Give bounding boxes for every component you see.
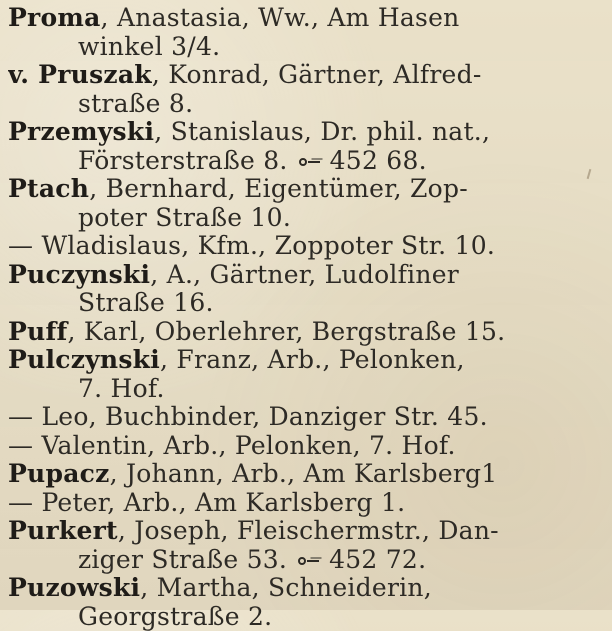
entry-continuation: 7. Hof. [8, 375, 602, 404]
entry-line [8, 261, 602, 290]
entry-line [8, 574, 602, 603]
surname: Pulczynski [8, 346, 160, 374]
entry-line: — Wladislaus, Kfm., Zoppoter Str. 10. [8, 232, 602, 261]
entry-line [8, 318, 602, 347]
entry-continuation [8, 147, 602, 176]
entry-details: , Martha, Schneiderin, [140, 574, 432, 602]
entry-continuation: poter Straße 10. [8, 204, 602, 233]
directory-entry-pruszak [8, 61, 602, 118]
entry-line: — Leo, Buchbinder, Danziger Str. 45. [8, 403, 602, 432]
entry-details: , A., Gärtner, Ludolfiner [150, 261, 459, 289]
surname: Puff [8, 318, 67, 346]
entry-details: , Joseph, Fleischermstr., Dan- [118, 517, 499, 545]
entry-continuation: straße 8. [8, 90, 602, 119]
surname: Proma [8, 4, 101, 32]
entry-details: , Karl, Oberlehrer, Bergstraße 15. [67, 318, 505, 346]
surname: v. Pruszak [8, 61, 152, 89]
entry-details: , Anastasia, Ww., Am Hasen [101, 4, 460, 32]
directory-entry-valentin [8, 432, 602, 461]
entry-details: , Stanislaus, Dr. phil. nat., [154, 118, 490, 146]
directory-entry-puzowski [8, 574, 602, 631]
entry-line [8, 4, 602, 33]
surname: Puzowski [8, 574, 140, 602]
entry-line: — Peter, Arb., Am Karlsberg 1. [8, 489, 602, 518]
entry-line [8, 460, 602, 489]
surname: Purkert [8, 517, 118, 545]
entry-details: , Franz, Arb., Pelonken, [160, 346, 465, 374]
surname: Puczynski [8, 261, 150, 289]
surname: Pupacz [8, 460, 110, 488]
entry-continuation: Straße 16. [8, 289, 602, 318]
address-text: ziger Straße 53. [78, 546, 287, 574]
entry-details: , Johann, Arb., Am Karlsberg1 [110, 460, 498, 488]
entry-line [8, 517, 602, 546]
entry-line [8, 346, 602, 375]
directory-entry-proma [8, 4, 602, 61]
entry-line [8, 61, 602, 90]
directory-entry-puczynski [8, 261, 602, 318]
entry-line [8, 175, 602, 204]
directory-entry-peter [8, 489, 602, 518]
directory-entry-leo [8, 403, 602, 432]
directory-entry-purkert [8, 517, 602, 574]
telephone-icon [297, 554, 321, 568]
directory-entry-przemyski [8, 118, 602, 175]
entry-details: , Konrad, Gärtner, Alfred- [152, 61, 482, 89]
telephone-icon [298, 155, 322, 169]
entry-details: , Bernhard, Eigentümer, Zop- [89, 175, 468, 203]
surname: Przemyski [8, 118, 154, 146]
entry-continuation [8, 546, 602, 575]
directory-entry-pupacz [8, 460, 602, 489]
entry-continuation: winkel 3/4. [8, 33, 602, 62]
entry-line: — Valentin, Arb., Pelonken, 7. Hof. [8, 432, 602, 461]
entry-continuation: Georgstraße 2. [8, 603, 602, 631]
address-text: Försterstraße 8. [78, 147, 288, 175]
directory-entry-pulczynski [8, 346, 602, 403]
directory-entry-ptach [8, 175, 602, 232]
entry-line [8, 118, 602, 147]
directory-entry-wladislaus [8, 232, 602, 261]
phone-number: 452 72. [329, 546, 426, 574]
phone-number: 452 68. [330, 147, 427, 175]
surname: Ptach [8, 175, 89, 203]
directory-entry-puff [8, 318, 602, 347]
